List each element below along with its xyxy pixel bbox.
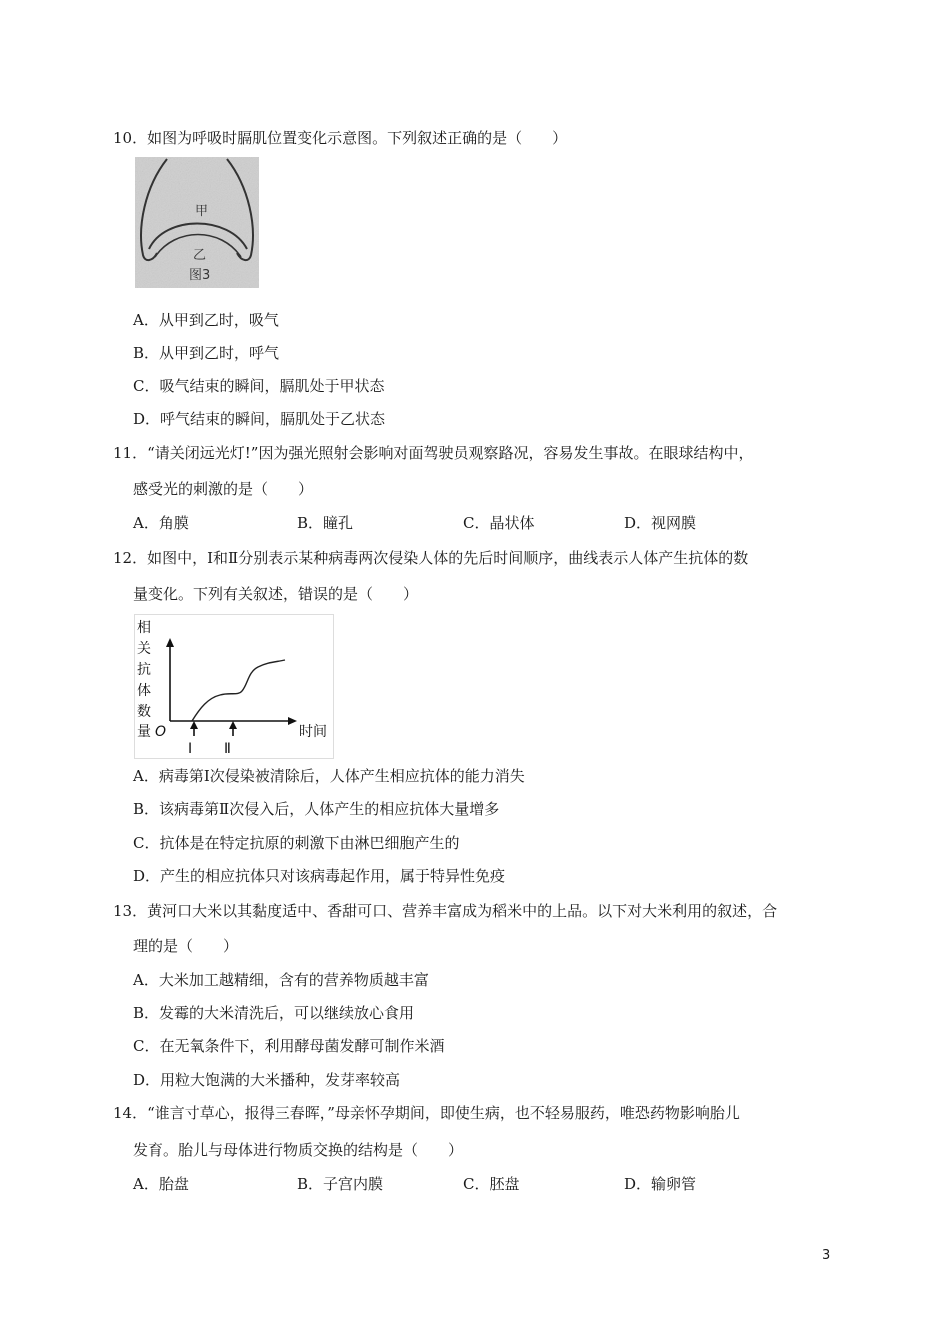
q10-option-d: D．呼气结束的瞬间，膈肌处于乙状态 — [133, 410, 386, 428]
question-13-stem-line1: 13．黄河口大米以其黏度适中、香甜可口、营养丰富成为稻米中的上品。以下对大米利用的叙述，合 — [113, 902, 778, 920]
q12-option-a: A．病毒第Ⅰ次侵染被清除后，人体产生相应抗体的能力消失 — [133, 767, 525, 785]
question-11-stem-line2: 感受光的刺激的是（ ） — [133, 480, 314, 498]
q10-option-a: A．从甲到乙时，吸气 — [133, 311, 279, 329]
q13-option-c: C．在无氧条件下，利用酵母菌发酵可制作米酒 — [133, 1037, 445, 1055]
q11-option-d: D．视网膜 — [624, 514, 697, 532]
q11-option-a: A．角膜 — [133, 514, 189, 532]
q10-option-b: B．从甲到乙时，呼气 — [133, 344, 280, 362]
q11-option-b: B．瞳孔 — [297, 514, 354, 532]
q10-option-c: C．吸气结束的瞬间，膈肌处于甲状态 — [133, 377, 385, 395]
xlabel: 时间 — [299, 724, 327, 740]
q12-option-b: B．该病毒第Ⅱ次侵入后，人体产生的相应抗体大量增多 — [133, 800, 500, 818]
ylabel-char-2: 关 — [137, 641, 151, 657]
antibody-graph — [134, 614, 334, 759]
q13-option-a: A．大米加工越精细，含有的营养物质越丰富 — [133, 971, 429, 989]
mark-2: Ⅱ — [224, 741, 231, 757]
q12-option-d: D．产生的相应抗体只对该病毒起作用，属于特异性免疫 — [133, 867, 506, 885]
question-14-stem-line2: 发育。胎儿与母体进行物质交换的结构是（ ） — [133, 1141, 464, 1159]
ylabel-char-5: 数 — [137, 704, 151, 720]
label-yi: 乙 — [193, 248, 207, 263]
q14-option-c: C．胚盘 — [463, 1175, 520, 1193]
question-11-stem-line1: 11．“请关闭远光灯!”因为强光照射会影响对面驾驶员观察路况，容易发生事故。在眼球结构中， — [113, 444, 754, 462]
ylabel-char-6: 量 — [137, 724, 151, 740]
mark-1: Ⅰ — [188, 741, 193, 757]
q14-option-b: B．子宫内膜 — [297, 1175, 384, 1193]
diaphragm-figure — [135, 157, 259, 288]
origin-label: O — [155, 724, 167, 740]
figure-caption: 图3 — [189, 268, 211, 283]
q12-option-c: C．抗体是在特定抗原的刺激下由淋巴细胞产生的 — [133, 834, 460, 852]
question-10-stem: 10．如图为呼吸时膈肌位置变化示意图。下列叙述正确的是（ ） — [113, 129, 568, 147]
ylabel-char-4: 体 — [137, 683, 151, 699]
q11-option-c: C．晶状体 — [463, 514, 535, 532]
label-jia: 甲 — [195, 204, 209, 219]
q13-option-d: D．用粒大饱满的大米播种，发芽率较高 — [133, 1071, 401, 1089]
q14-option-a: A．胎盘 — [133, 1175, 189, 1193]
ylabel-char-1: 相 — [137, 620, 151, 636]
q13-option-b: B．发霉的大米清洗后，可以继续放心食用 — [133, 1004, 415, 1022]
question-14-stem-line1: 14．“谁言寸草心，报得三春晖，”母亲怀孕期间，即使生病，也不轻易服药，唯恐药物影响胎儿 — [113, 1104, 740, 1122]
question-12-stem-line2: 量变化。下列有关叙述，错误的是（ ） — [133, 585, 419, 603]
question-12-stem-line1: 12．如图中，Ⅰ和Ⅱ分别表示某种病毒两次侵染人体的先后时间顺序，曲线表示人体产生抗体的数 — [113, 549, 749, 567]
question-13-stem-line2: 理的是（ ） — [133, 937, 239, 955]
ylabel-char-3: 抗 — [137, 662, 151, 678]
page-number: 3 — [822, 1248, 831, 1263]
q14-option-d: D．输卵管 — [624, 1175, 697, 1193]
